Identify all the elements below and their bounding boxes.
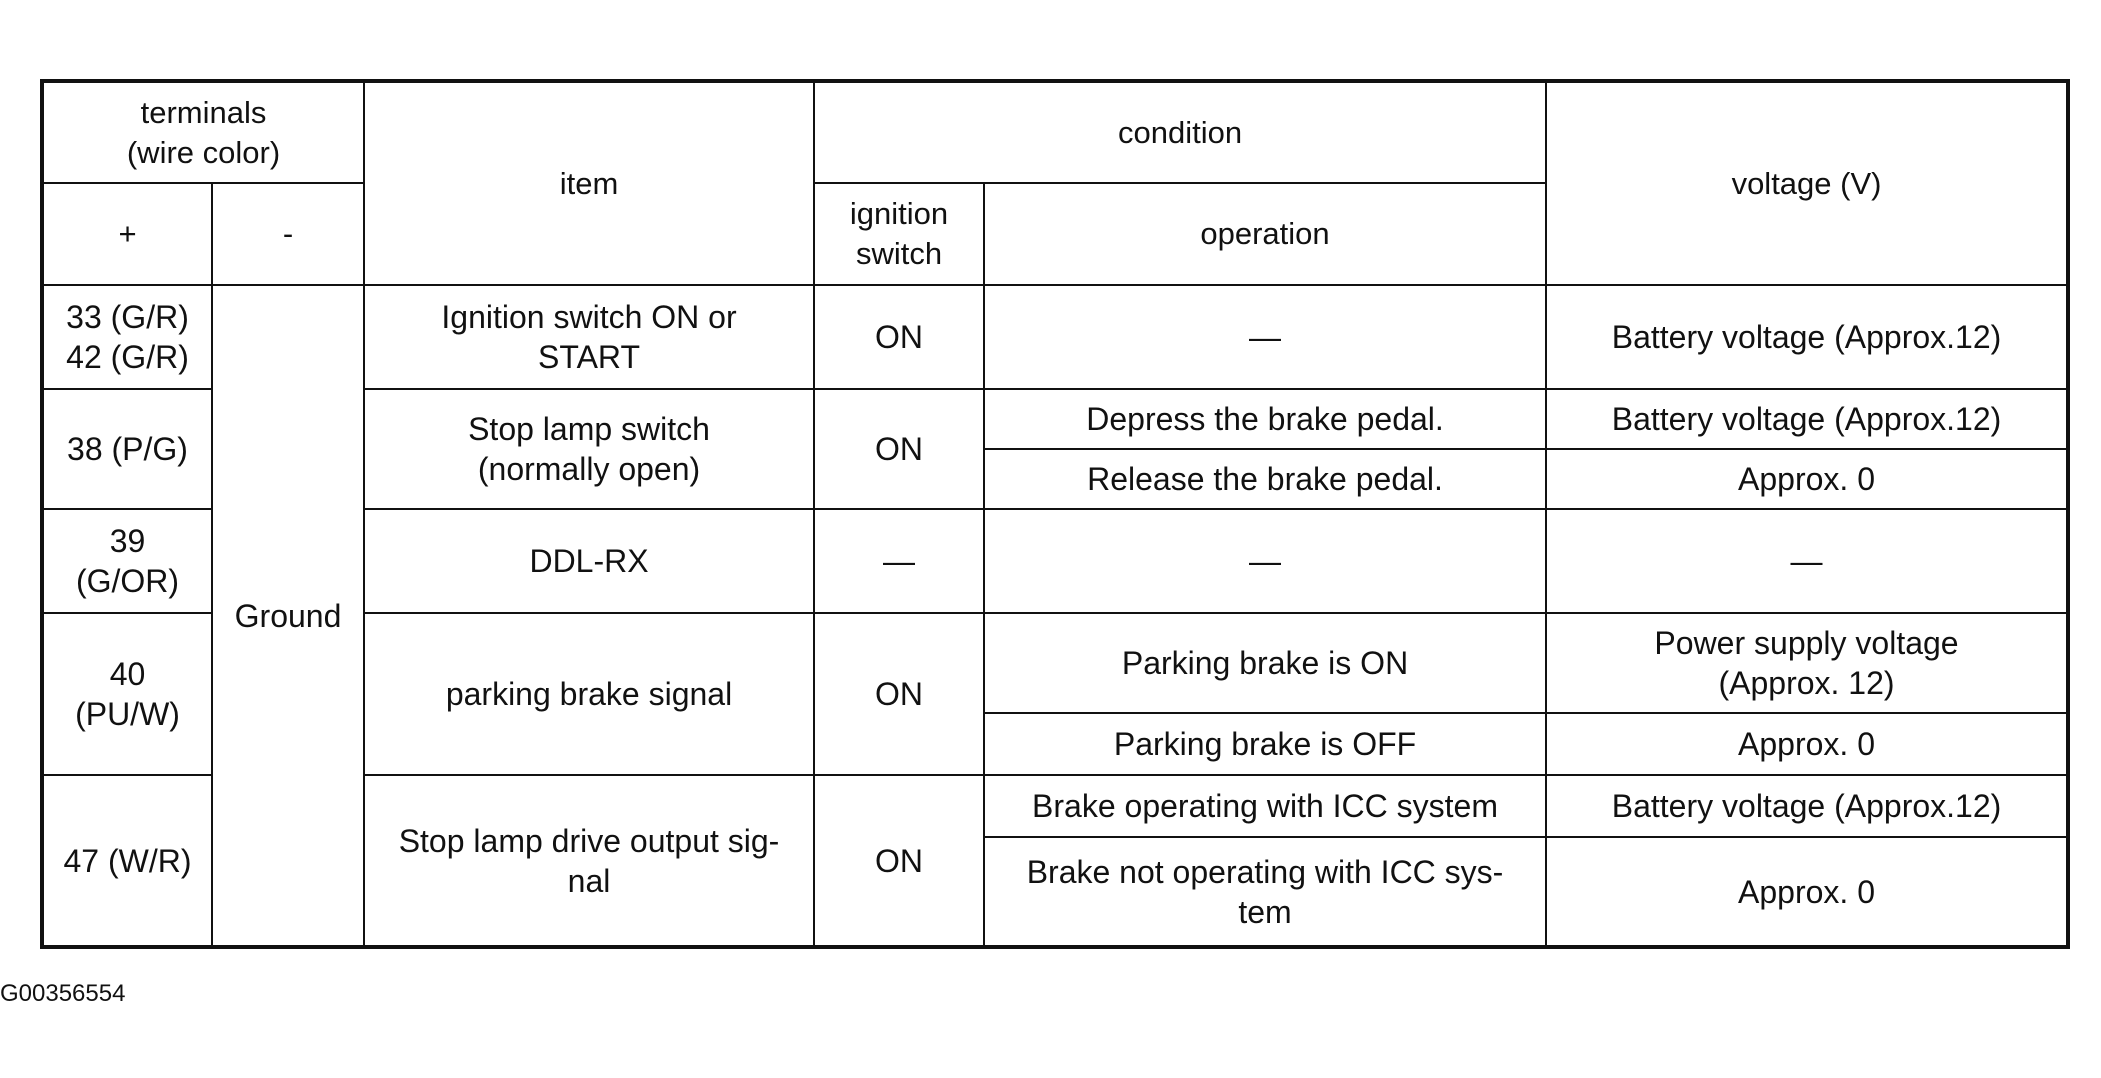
operation-cell: Brake not operating with ICC sys- tem — [984, 837, 1546, 947]
operation-cell: Parking brake is OFF — [984, 713, 1546, 775]
operation-cell: — — [984, 285, 1546, 389]
voltage-cell: Battery voltage (Approx.12) — [1546, 285, 2068, 389]
item-cell: parking brake signal — [364, 613, 814, 775]
voltage-cell: Approx. 0 — [1546, 713, 2068, 775]
header-operation: operation — [984, 183, 1546, 285]
item-cell: DDL-RX — [364, 509, 814, 613]
voltage-cell: Battery voltage (Approx.12) — [1546, 775, 2068, 837]
header-voltage: voltage (V) — [1546, 81, 2068, 285]
voltage-cell: Power supply voltage (Approx. 12) — [1546, 613, 2068, 713]
terminal-voltage-table — [40, 79, 2070, 949]
ignition-cell: ON — [814, 775, 984, 947]
terminal-cell: 40 (PU/W) — [42, 613, 212, 775]
figure-id: G00356554 — [0, 980, 126, 1007]
ignition-cell: — — [814, 509, 984, 613]
item-cell: Stop lamp switch (normally open) — [364, 389, 814, 509]
terminal-cell: 47 (W/R) — [42, 775, 212, 947]
operation-cell: — — [984, 509, 1546, 613]
operation-cell: Release the brake pedal. — [984, 449, 1546, 509]
header-minus: - — [212, 183, 364, 285]
header-terminals: terminals (wire color) — [42, 81, 364, 183]
terminal-cell: 33 (G/R) 42 (G/R) — [42, 285, 212, 389]
operation-cell: Parking brake is ON — [984, 613, 1546, 713]
operation-cell: Depress the brake pedal. — [984, 389, 1546, 449]
terminal-cell: 38 (P/G) — [42, 389, 212, 509]
voltage-cell: — — [1546, 509, 2068, 613]
voltage-cell: Approx. 0 — [1546, 837, 2068, 947]
header-condition: condition — [814, 81, 1546, 183]
item-cell: Stop lamp drive output sig- nal — [364, 775, 814, 947]
ignition-cell: ON — [814, 389, 984, 509]
terminal-cell: 39 (G/OR) — [42, 509, 212, 613]
ground-cell: Ground — [212, 285, 364, 947]
header-item: item — [364, 81, 814, 285]
item-cell: Ignition switch ON or START — [364, 285, 814, 389]
voltage-cell: Approx. 0 — [1546, 449, 2068, 509]
header-ignition-switch: ignition switch — [814, 183, 984, 285]
operation-cell: Brake operating with ICC system — [984, 775, 1546, 837]
table-row — [42, 285, 2068, 389]
header-plus: + — [42, 183, 212, 285]
ignition-cell: ON — [814, 285, 984, 389]
ignition-cell: ON — [814, 613, 984, 775]
voltage-cell: Battery voltage (Approx.12) — [1546, 389, 2068, 449]
